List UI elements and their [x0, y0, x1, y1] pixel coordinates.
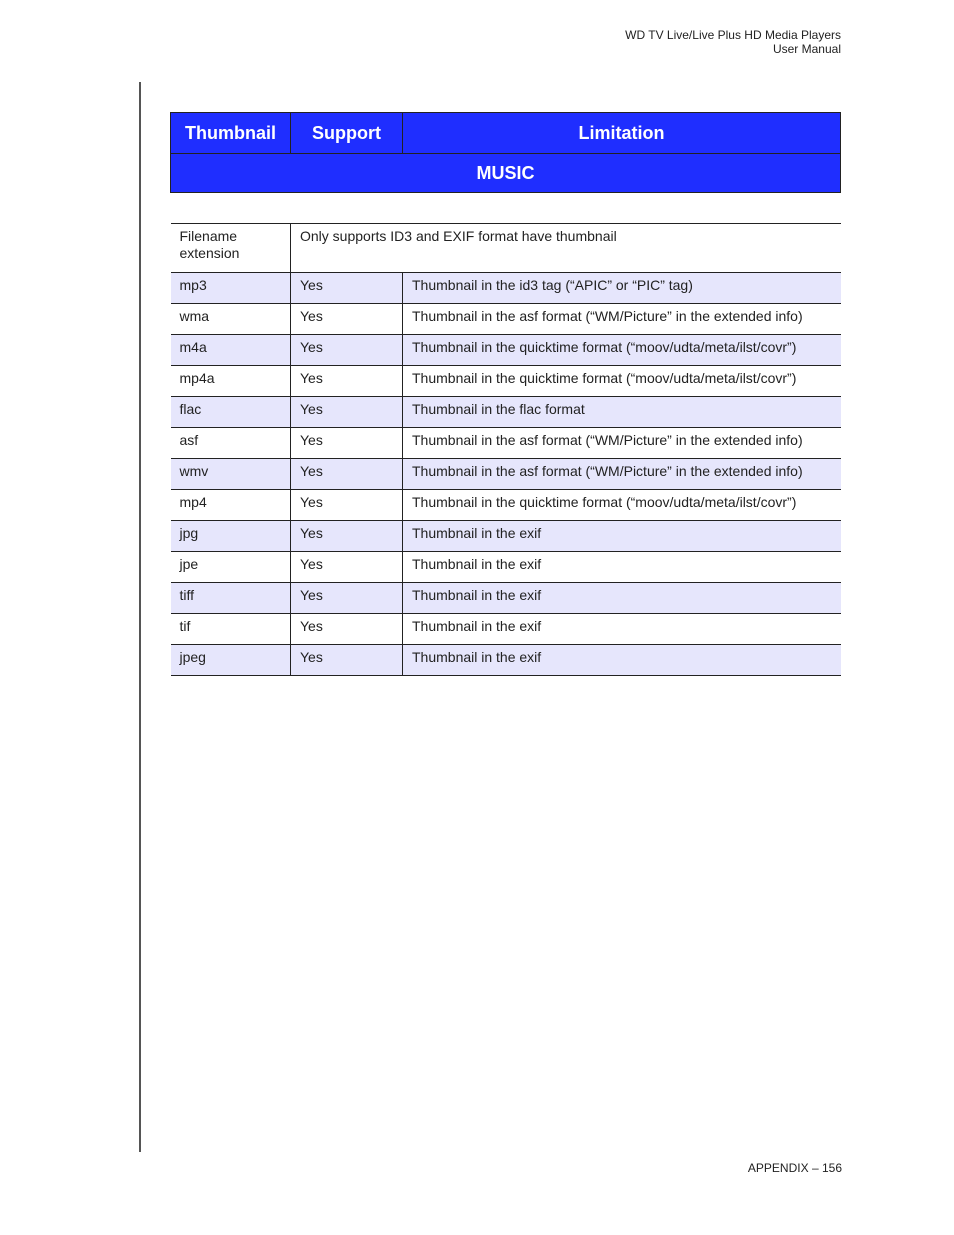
- cell-limitation: Thumbnail in the quicktime format (“moov/udta/meta/ilst/covr”): [403, 335, 841, 366]
- table-row: [171, 273, 841, 304]
- table-row: [171, 428, 841, 459]
- cell-limitation: Thumbnail in the asf format (“WM/Picture” in the extended info): [403, 428, 841, 459]
- table-row: [171, 304, 841, 335]
- cell-thumbnail: Filename extension: [171, 224, 291, 273]
- cell-support: Yes: [291, 552, 403, 583]
- cell-support: Yes: [291, 521, 403, 552]
- cell-support: Yes: [291, 428, 403, 459]
- cell-thumbnail: jpg: [171, 521, 291, 552]
- cell-limitation: Thumbnail in the exif: [403, 552, 841, 583]
- cell-support: Yes: [291, 335, 403, 366]
- section-title-music: MUSIC: [171, 154, 841, 193]
- cell-thumbnail: wma: [171, 304, 291, 335]
- table-row: [171, 645, 841, 676]
- section-row: [171, 154, 841, 193]
- cell-support: Yes: [291, 304, 403, 335]
- table-row: [171, 614, 841, 645]
- table-row: [171, 583, 841, 614]
- cell-limitation: Thumbnail in the asf format (“WM/Picture” in the extended info): [403, 304, 841, 335]
- cell-thumbnail: mp3: [171, 273, 291, 304]
- table-spacer: [171, 193, 841, 224]
- left-margin-rule: [139, 82, 141, 1152]
- cell-support: Yes: [291, 459, 403, 490]
- cell-limitation: Thumbnail in the exif: [403, 583, 841, 614]
- table-row: [171, 366, 841, 397]
- cell-support: Yes: [291, 397, 403, 428]
- cell-support: Yes: [291, 583, 403, 614]
- cell-thumbnail: jpeg: [171, 645, 291, 676]
- cell-support: Yes: [291, 366, 403, 397]
- cell-support: Yes: [291, 614, 403, 645]
- table-row: [171, 552, 841, 583]
- running-header: [625, 28, 841, 56]
- table-row-filename-extension: [171, 224, 841, 273]
- cell-limitation: Thumbnail in the exif: [403, 614, 841, 645]
- cell-limitation: Thumbnail in the id3 tag (“APIC” or “PIC” tag): [403, 273, 841, 304]
- page-number: 156: [821, 1161, 842, 1175]
- cell-thumbnail: flac: [171, 397, 291, 428]
- spacer-cell: [171, 193, 841, 224]
- manual-subtitle: User Manual: [772, 42, 841, 56]
- column-header-thumbnail: Thumbnail: [171, 113, 291, 154]
- cell-thumbnail: wmv: [171, 459, 291, 490]
- cell-limitation: Thumbnail in the exif: [403, 521, 841, 552]
- cell-thumbnail: jpe: [171, 552, 291, 583]
- cell-thumbnail: asf: [171, 428, 291, 459]
- cell-support: Yes: [291, 273, 403, 304]
- table-row: [171, 521, 841, 552]
- cell-limitation: Thumbnail in the asf format (“WM/Picture” in the extended info): [403, 459, 841, 490]
- cell-support: Yes: [291, 645, 403, 676]
- cell-thumbnail: mp4: [171, 490, 291, 521]
- table-header-row: [171, 113, 841, 154]
- cell-limitation: Thumbnail in the quicktime format (“moov/udta/meta/ilst/covr”): [403, 366, 841, 397]
- cell-note: Only supports ID3 and EXIF format have thumbnail: [291, 224, 841, 273]
- footer-section: APPENDIX: [747, 1161, 809, 1175]
- cell-limitation: Thumbnail in the quicktime format (“moov/udta/meta/ilst/covr”): [403, 490, 841, 521]
- column-header-support: Support: [291, 113, 403, 154]
- table-row: [171, 335, 841, 366]
- cell-thumbnail: tif: [171, 614, 291, 645]
- table-row: [171, 490, 841, 521]
- manual-title: WD TV Live/Live Plus HD Media Players: [625, 28, 841, 42]
- thumbnail-support-table: [170, 112, 841, 676]
- cell-limitation: Thumbnail in the flac format: [403, 397, 841, 428]
- table-row: [171, 459, 841, 490]
- cell-thumbnail: m4a: [171, 335, 291, 366]
- table-row: [171, 397, 841, 428]
- cell-support: Yes: [291, 490, 403, 521]
- cell-thumbnail: mp4a: [171, 366, 291, 397]
- cell-limitation: Thumbnail in the exif: [403, 645, 841, 676]
- cell-thumbnail: tiff: [171, 583, 291, 614]
- footer-separator: –: [811, 1161, 819, 1175]
- column-header-limitation: Limitation: [403, 113, 841, 154]
- page-footer: [748, 1161, 842, 1175]
- table-body: [171, 193, 841, 676]
